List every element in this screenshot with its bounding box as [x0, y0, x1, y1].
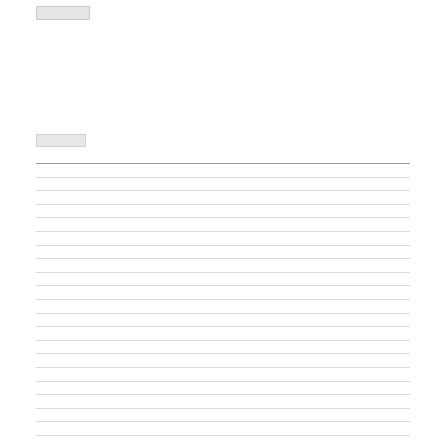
- table-cell: [36, 340, 156, 354]
- table-cell: [36, 191, 156, 205]
- table-cell: [328, 259, 410, 273]
- table-row: [36, 327, 410, 341]
- table-row: [36, 231, 410, 245]
- table-cell: [328, 191, 410, 205]
- table-row: [36, 245, 410, 259]
- table-cell: [156, 164, 242, 178]
- table-cell: [242, 191, 328, 205]
- table-cell: [156, 408, 242, 422]
- table-cell: [328, 218, 410, 232]
- table-cell: [328, 381, 410, 395]
- table-cell: [328, 354, 410, 368]
- table-cell: [242, 395, 328, 409]
- table-cell: [242, 231, 328, 245]
- table-cell: [328, 286, 410, 300]
- table-cell: [156, 313, 242, 327]
- table-cell: [156, 367, 242, 381]
- table-cell: [36, 395, 156, 409]
- section-label: [36, 134, 86, 147]
- table-cell: [242, 408, 328, 422]
- table-cell: [156, 286, 242, 300]
- table-cell: [328, 313, 410, 327]
- table-cell: [242, 327, 328, 341]
- table-cell: [242, 340, 328, 354]
- table-cell: [328, 408, 410, 422]
- table-cell: [242, 259, 328, 273]
- table-cell: [36, 367, 156, 381]
- table-cell: [36, 177, 156, 191]
- table-cell: [328, 204, 410, 218]
- table-cell: [242, 299, 328, 313]
- table-cell: [242, 245, 328, 259]
- table-cell: [36, 422, 156, 436]
- table-row: [36, 408, 410, 422]
- table-cell: [242, 177, 328, 191]
- table-body: [36, 164, 410, 436]
- table-cell: [242, 313, 328, 327]
- table-cell: [242, 286, 328, 300]
- table-cell: [156, 218, 242, 232]
- table-cell: [328, 299, 410, 313]
- table-cell: [242, 218, 328, 232]
- table-cell: [36, 218, 156, 232]
- table-cell: [36, 354, 156, 368]
- table-cell: [242, 204, 328, 218]
- table-row: [36, 381, 410, 395]
- table-cell: [328, 395, 410, 409]
- table-cell: [36, 286, 156, 300]
- table-cell: [36, 259, 156, 273]
- table-cell: [242, 367, 328, 381]
- table-cell: [156, 395, 242, 409]
- table-row: [36, 286, 410, 300]
- toggle-tab-button[interactable]: [36, 6, 90, 20]
- table-cell: [328, 164, 410, 178]
- table-row: [36, 272, 410, 286]
- table-cell: [156, 204, 242, 218]
- table-cell: [36, 313, 156, 327]
- table-cell: [242, 164, 328, 178]
- table-row: [36, 340, 410, 354]
- table-cell: [36, 327, 156, 341]
- table-cell: [242, 422, 328, 436]
- table-row: [36, 259, 410, 273]
- table-row: [36, 422, 410, 436]
- table-cell: [36, 204, 156, 218]
- table-cell: [242, 272, 328, 286]
- data-table: [36, 153, 410, 436]
- table-cell: [328, 327, 410, 341]
- table-cell: [156, 191, 242, 205]
- table-cell: [36, 299, 156, 313]
- column-header: [36, 153, 156, 164]
- table-row: [36, 177, 410, 191]
- table-cell: [328, 272, 410, 286]
- table-row: [36, 164, 410, 178]
- table-row: [36, 395, 410, 409]
- table-cell: [36, 245, 156, 259]
- column-header: [328, 153, 410, 164]
- table-cell: [156, 354, 242, 368]
- table-cell: [156, 259, 242, 273]
- table-cell: [36, 408, 156, 422]
- table-cell: [156, 177, 242, 191]
- table-cell: [36, 272, 156, 286]
- table-cell: [242, 354, 328, 368]
- table-row: [36, 299, 410, 313]
- column-header: [156, 153, 242, 164]
- table-cell: [36, 231, 156, 245]
- table-cell: [156, 231, 242, 245]
- table-row: [36, 354, 410, 368]
- table-row: [36, 191, 410, 205]
- table-row: [36, 218, 410, 232]
- table-cell: [328, 245, 410, 259]
- table-row: [36, 204, 410, 218]
- table-cell: [328, 177, 410, 191]
- table-cell: [242, 381, 328, 395]
- table-cell: [328, 340, 410, 354]
- table-cell: [328, 367, 410, 381]
- table-row: [36, 313, 410, 327]
- table-cell: [36, 164, 156, 178]
- table-cell: [156, 299, 242, 313]
- table-header-row: [36, 153, 410, 164]
- table-cell: [156, 272, 242, 286]
- table-cell: [156, 327, 242, 341]
- table-cell: [156, 381, 242, 395]
- table-cell: [328, 422, 410, 436]
- table-cell: [156, 422, 242, 436]
- table-row: [36, 367, 410, 381]
- table-cell: [328, 231, 410, 245]
- table-cell: [156, 340, 242, 354]
- table-cell: [36, 381, 156, 395]
- table-cell: [156, 245, 242, 259]
- column-header: [242, 153, 328, 164]
